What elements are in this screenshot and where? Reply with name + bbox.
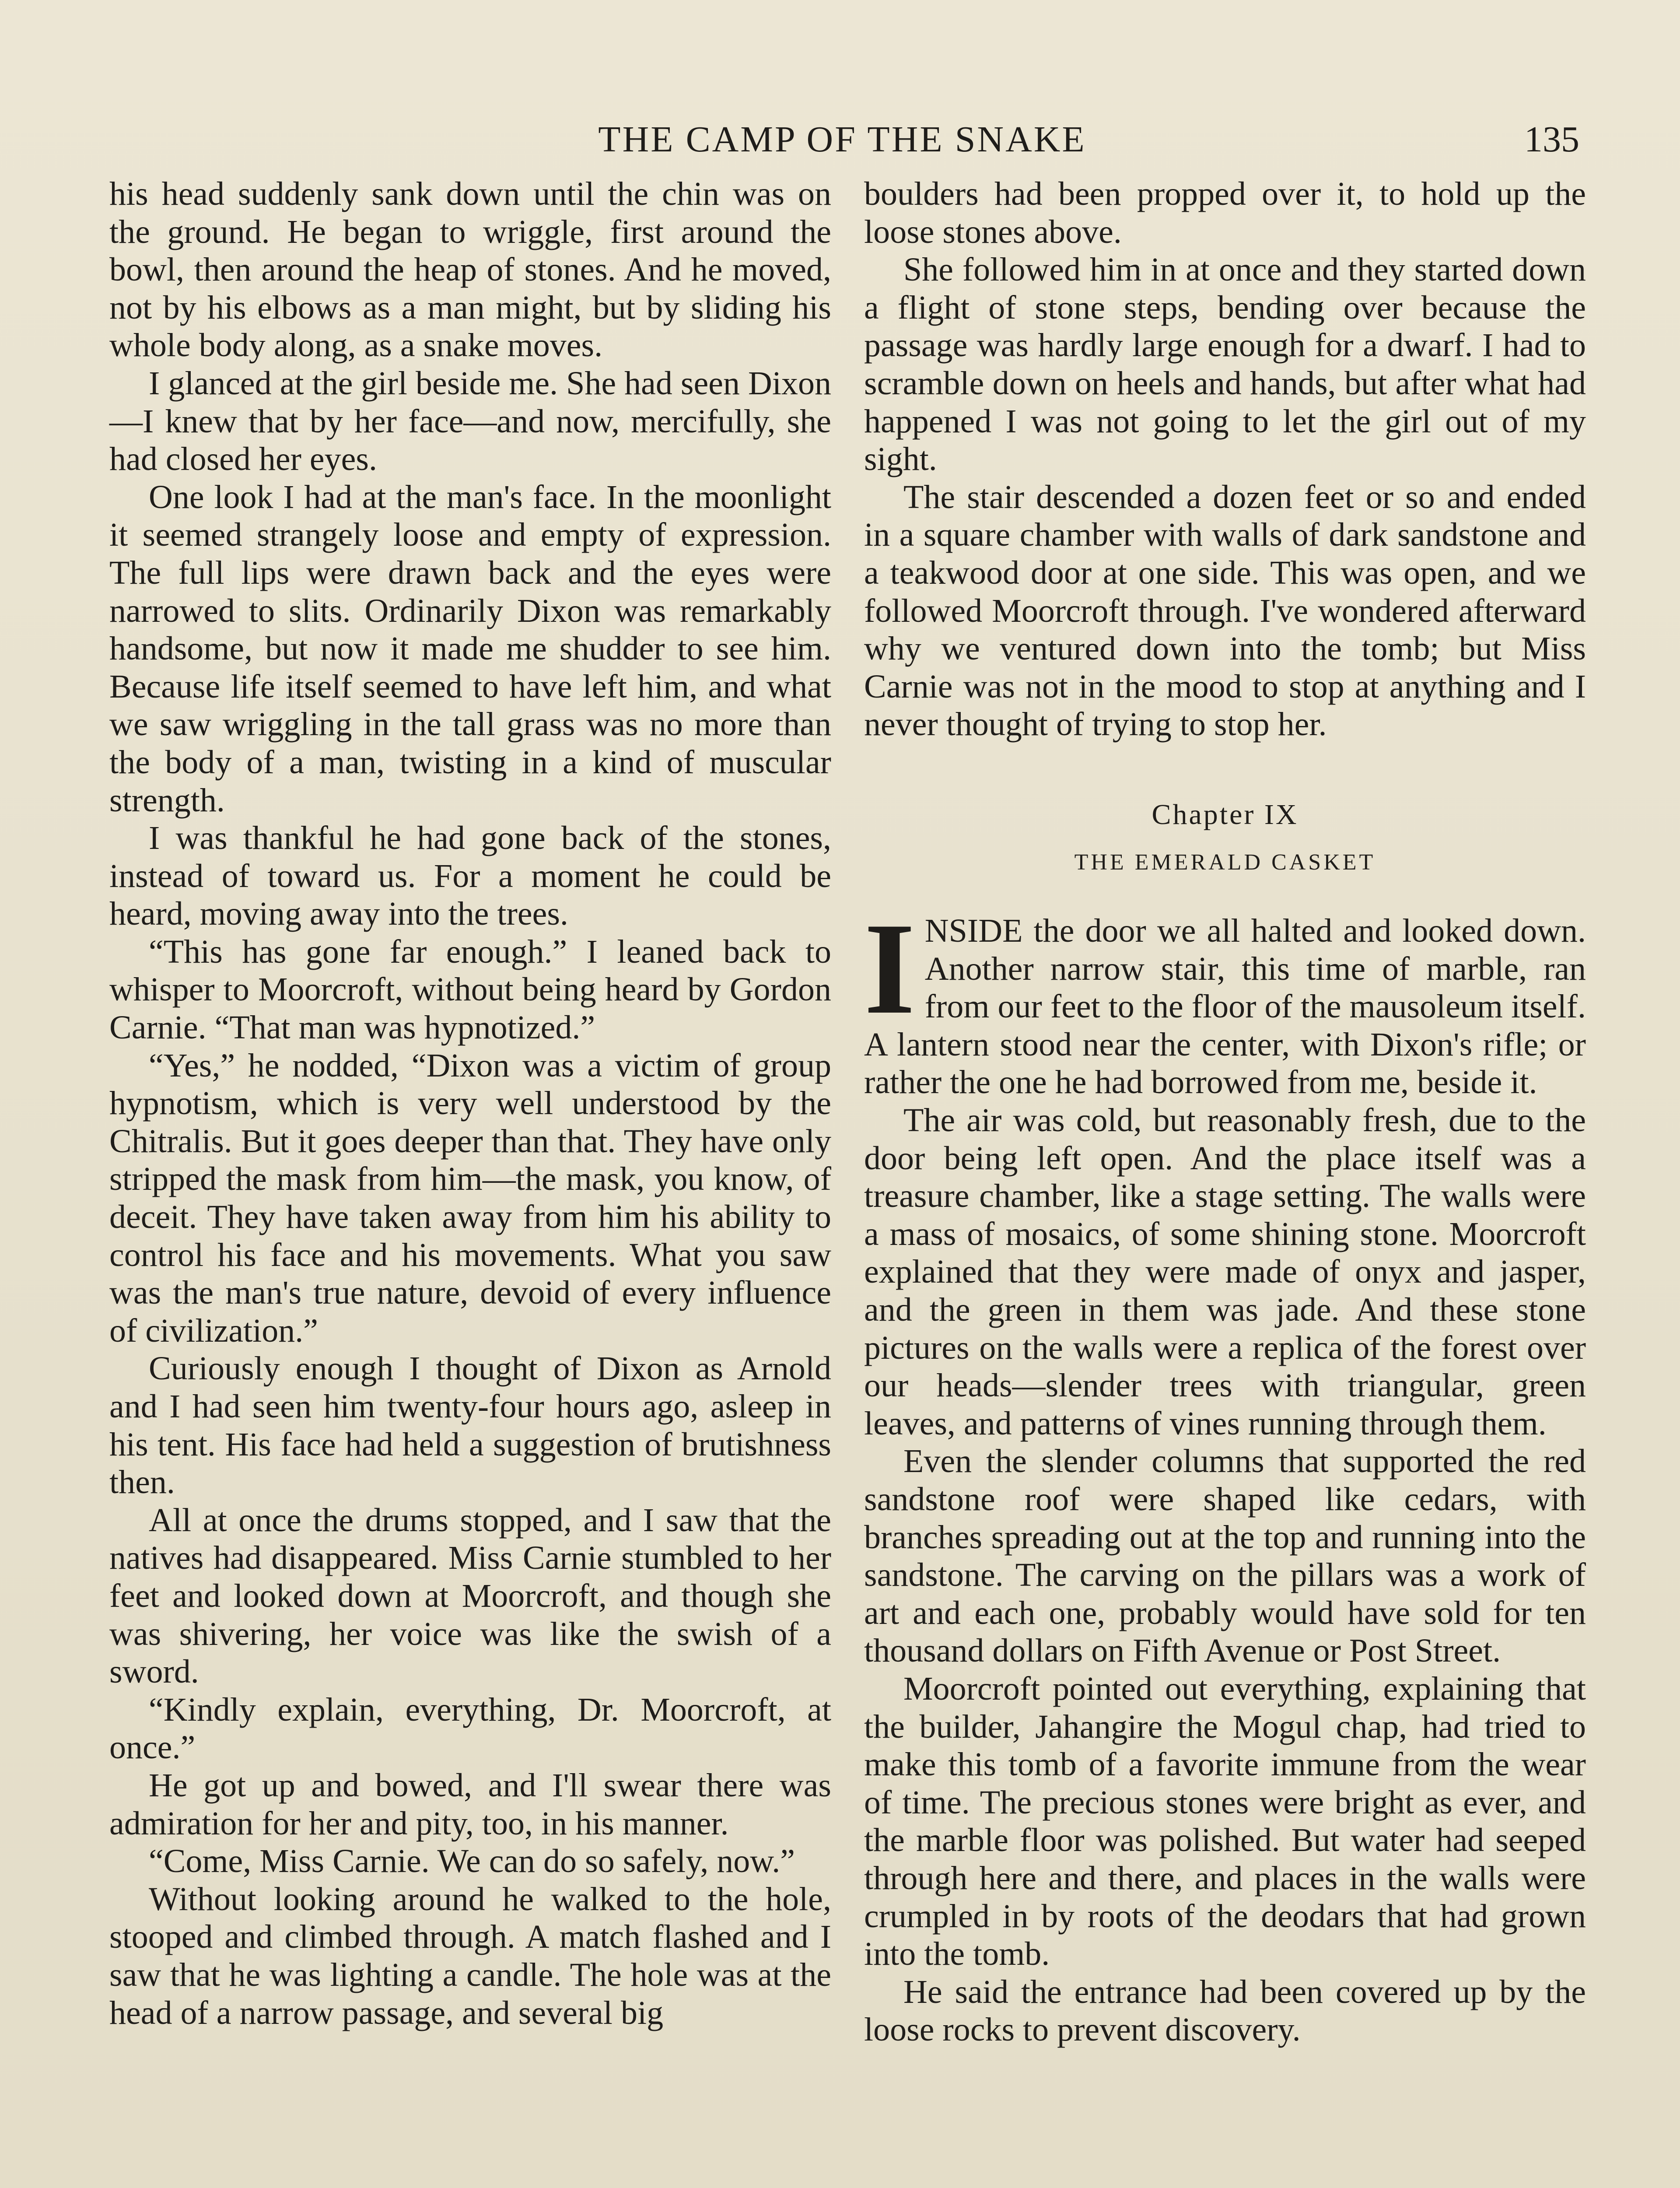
running-title: THE CAMP OF THE SNAKE: [598, 119, 1086, 160]
chapter-heading: Chapter IX: [1152, 798, 1298, 831]
paragraph: She followed him in at once and they started down a flight of stone steps, bending over because the passage was hardly large enough for a dwarf. I had to scramble down on heels and hands, but after what had happened I was not going to let the girl out of my sight.: [864, 251, 1586, 478]
paragraph: Moorcroft pointed out everything, explaining that the builder, Jahangire the Mogul chap, had tried to make this tomb of a favorite immune from the wear of time. The precious stones were bright as ever, and the marble floor was polished. But water had seeped through here and there, and places in the walls were crumpled in by roots of the deodars that had grown into the tomb.: [864, 1670, 1586, 1973]
paragraph: He got up and bowed, and I'll swear there was admiration for her and pity, too, in his manner.: [109, 1767, 831, 1842]
paragraph: All at once the drums stopped, and I saw that the natives had disappeared. Miss Carnie stumbled to her feet and looked down at Moorcroft, and though she was shivering, her voice was like the swish of a sword.: [109, 1501, 831, 1690]
paragraph: “This has gone far enough.” I leaned back to whisper to Moorcroft, without being heard by Gordon Carnie. “That man was hypnotized.”: [109, 933, 831, 1046]
chapter-opening-text: NSIDE the door we all halted and looked down. Another narrow stair, this time of marble, ran from our feet to the floor of the mausoleum itself. A lantern stood near the center, with Dixon's rifle; or rather the one he had borrowed from me, beside it.: [864, 912, 1586, 1101]
right-column: [864, 175, 1586, 2049]
paragraph: He said the entrance had been covered up by the loose rocks to prevent discovery.: [864, 1973, 1586, 2048]
chapter-opening-paragraph: [864, 896, 1586, 1101]
paragraph: “Yes,” he nodded, “Dixon was a victim of group hypnotism, which is very well understood by the Chitralis. But it goes deeper than that. They have only stripped the mask from him—the mask, you know, of deceit. They have taken away from him his ability to control his face and his movements. What you saw was the man's true nature, devoid of every influence of civilization.”: [109, 1047, 831, 1349]
chapter-subtitle: THE EMERALD CASKET: [1074, 849, 1376, 875]
paragraph: Even the slender columns that supported the red sandstone roof were shaped like cedars, with branches spreading out at the top and running into the sandstone. The carving on the pillars was a work of art and each one, probably would have sold for ten thousand dollars on Fifth Avenue or Post Street.: [864, 1443, 1586, 1669]
paragraph: “Kindly explain, everything, Dr. Moorcroft, at once.”: [109, 1691, 831, 1766]
paragraph: The stair descended a dozen feet or so and ended in a square chamber with walls of dark sandstone and a teakwood door at one side. This was open, and we followed Moorcroft through. I've wondered afterward why we ventured down into the tomb; but Miss Carnie was not in the mood to stop at anything and I never thought of trying to stop her.: [864, 478, 1586, 743]
paragraph: “Come, Miss Carnie. We can do so safely, now.”: [149, 1843, 795, 1880]
paragraph: One look I had at the man's face. In the moonlight it seemed strangely loose and empty of expression. The full lips were drawn back and the eyes were narrowed to slits. Ordinarily Dixon was remarkably handsome, but now it made me shudder to see him. Because life itself seemed to have left him, and what we saw wriggling in the tall grass was no more than the body of a man, twisting in a kind of muscular strength.: [109, 478, 831, 819]
paragraph: I was thankful he had gone back of the stones, instead of toward us. For a moment he could be heard, moving away into the trees.: [109, 820, 831, 933]
paragraph: Curiously enough I thought of Dixon as Arnold and I had seen him twenty-four hours ago, asleep in his tent. His face had held a suggestion of brutishness then.: [109, 1350, 831, 1501]
left-column: [109, 175, 831, 2032]
page-header: [105, 118, 1579, 166]
drop-cap: I: [864, 896, 915, 1041]
paragraph: boulders had been propped over it, to hold up the loose stones above.: [864, 175, 1586, 250]
paragraph: The air was cold, but reasonably fresh, due to the door being left open. And the place itself was a treasure chamber, like a stage setting. The walls were a mass of mosaics, of some shining stone. Moorcroft explained that they were made of onyx and jasper, and the green in them was jade. And these stone pictures on the walls were a replica of the forest over our heads—slender trees with triangular, green leaves, and patterns of vines running through them.: [864, 1102, 1586, 1442]
paragraph: Without looking around he walked to the hole, stooped and climbed through. A match flashed and I saw that he was lighting a candle. The hole was at the head of a narrow passage, and several big: [109, 1880, 831, 2031]
paragraph: I glanced at the girl beside me. She had seen Dixon—I knew that by her face—and now, mercifully, she had closed her eyes.: [109, 365, 831, 478]
paragraph: his head suddenly sank down until the chin was on the ground. He began to wriggle, first around the bowl, then around the heap of stones. And he moved, not by his elbows as a man might, but by sliding his whole body along, as a snake moves.: [109, 175, 831, 364]
page-number: 135: [1524, 119, 1579, 160]
